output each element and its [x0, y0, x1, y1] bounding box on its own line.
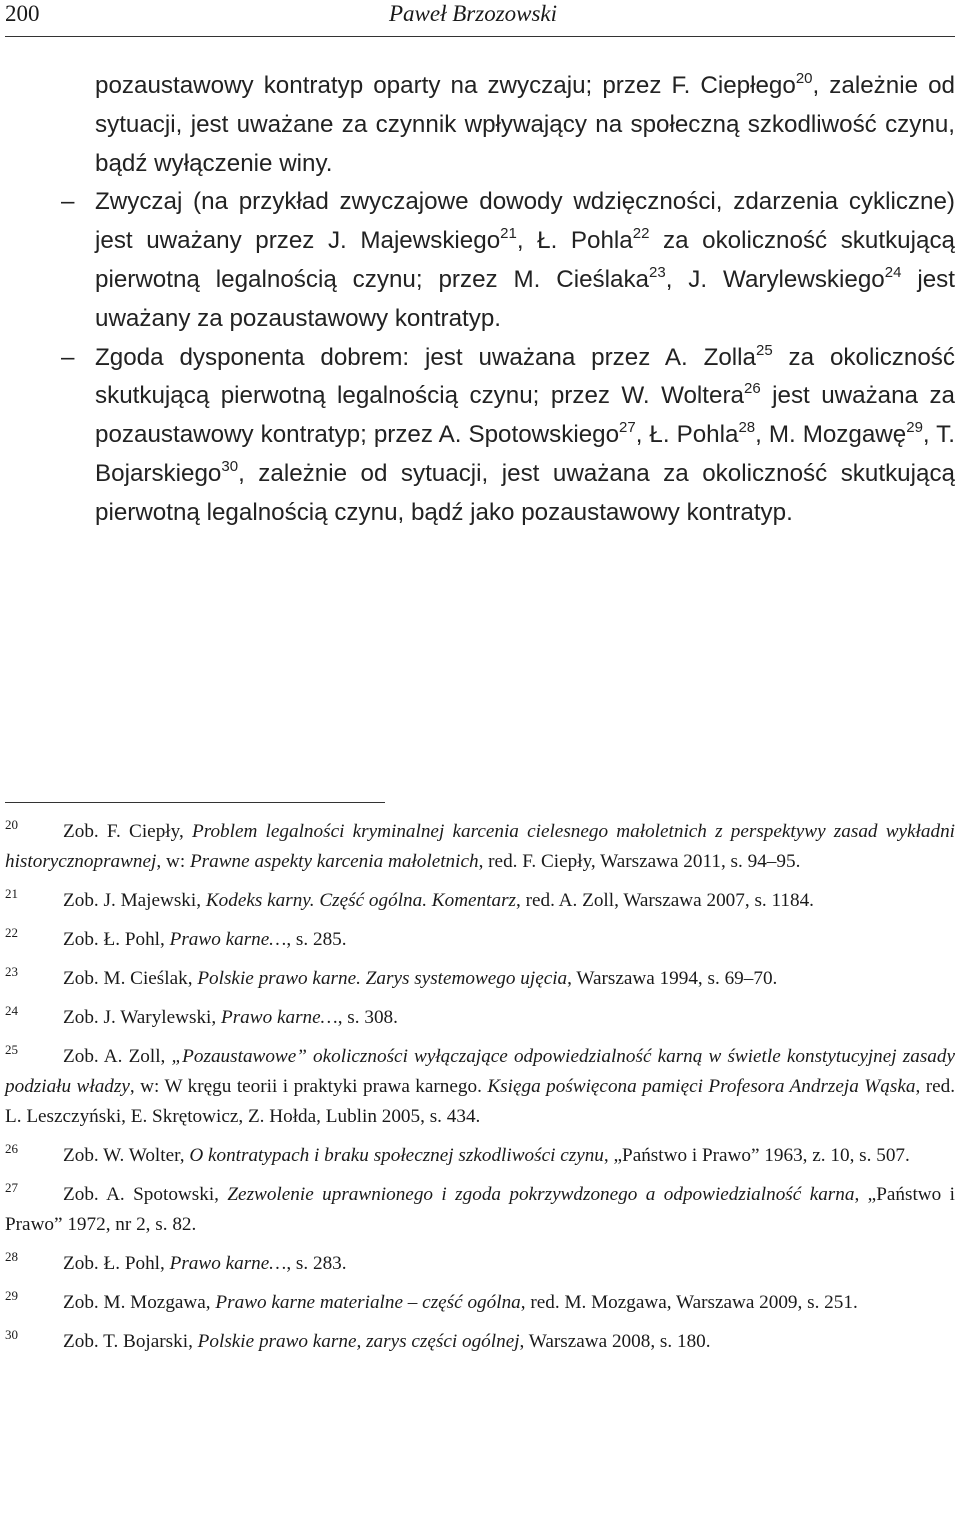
footnote-number: 25	[5, 1042, 18, 1057]
footnote-ref[interactable]: 20	[795, 69, 813, 87]
text-span: , zależnie od sytuacji, jest uważane za czynnik wpływający na społeczną szkodliwość czynu, bądź wyłączenie winy.	[95, 72, 955, 177]
footnote-27	[5, 1180, 955, 1240]
footnote-ref[interactable]: 26	[743, 380, 761, 398]
footnote-ref[interactable]: 22	[632, 225, 650, 243]
title-italic: Polskie prawo karne, zarys części ogólnej	[197, 1331, 520, 1352]
footnote-number: 26	[5, 1141, 18, 1156]
text-span: , T. Bojarskiego	[95, 421, 955, 487]
text-span: , Ł. Pohla	[516, 227, 633, 255]
text-span: , red. M. Mozgawa, Warszawa 2009, s. 251.	[520, 1292, 858, 1313]
text-span: jest uważana za pozaustawowy kontratyp; przez A. Spotowskiego	[95, 382, 955, 449]
footnote-number: 27	[5, 1180, 18, 1195]
text-span: , red. A. Zoll, Warszawa 2007, s. 1184.	[516, 890, 814, 911]
text-span: , zależnie od sytuacji, jest uważana za okoliczność skutkującą pierwotną legalnością czynu, bądź jako pozaustawowy kontratyp.	[95, 459, 955, 526]
text-span: , Warszawa 2008, s. 180.	[519, 1331, 711, 1352]
text-span: Zob. F. Ciepły,	[63, 821, 192, 842]
footnote-28	[5, 1249, 955, 1279]
title-italic: Prawo karne…	[220, 1007, 338, 1028]
footnote-number: 24	[5, 1003, 18, 1018]
text-span: , Warszawa 1994, s. 69–70.	[567, 968, 778, 989]
footnote-number: 21	[5, 886, 18, 901]
footnote-26	[5, 1141, 955, 1171]
title-italic: Prawne aspekty karcenia małoletnich	[189, 851, 479, 872]
text-span: , s. 285.	[286, 929, 347, 950]
footnote-separator	[5, 802, 385, 803]
footnote-21	[5, 886, 955, 916]
footnote-ref[interactable]: 30	[221, 457, 239, 475]
text-span: , red. L. Leszczyński, E. Skrętowicz, Z. Hołda, Lublin 2005, s. 434.	[5, 1076, 956, 1127]
text-span: Zob. Ł. Pohl,	[63, 929, 170, 950]
footnote-23	[5, 964, 955, 994]
footnote-22	[5, 925, 955, 955]
title-italic: Problem legalności kryminalnej karcenia cielesnego małoletnich z perspektywy zasad wykładni historycznoprawnej	[5, 821, 955, 872]
footnote-number: 30	[5, 1327, 18, 1342]
title-italic: Zezwolenie uprawnionego i zgoda pokrzywdzonego a odpowiedzialność karna	[227, 1184, 855, 1205]
list-item-consent	[0, 339, 960, 533]
running-header	[5, 0, 955, 37]
list-item-custom	[0, 183, 960, 338]
dash-bullet: –	[61, 343, 75, 371]
text-span: za okoliczność skutkującą pierwotną legalnością czynu; przez M. Cieślaka	[95, 227, 955, 293]
title-italic: Kodeks karny. Część ogólna. Komentarz	[205, 890, 517, 911]
running-title: Paweł Brzozowski	[389, 1, 558, 26]
text-span: Zob. J. Majewski,	[63, 890, 206, 911]
text-span: Zob. W. Wolter,	[63, 1145, 190, 1166]
text-span: , w: W kręgu teorii i praktyki prawa karnego.	[129, 1076, 488, 1097]
text-span: , red. F. Ciepły, Warszawa 2011, s. 94–95.	[478, 851, 801, 872]
text-span: , w:	[156, 851, 190, 872]
text-span: , M. Mozgawę	[755, 421, 907, 449]
title-italic: Księga poświęcona pamięci Profesora Andrzeja Wąska	[487, 1076, 916, 1097]
text-span: za okoliczność skutkującą pierwotną legalnością czynu; przez W. Woltera	[95, 343, 955, 410]
footnote-20	[5, 817, 955, 877]
text-span: , „Państwo i Prawo” 1972, nr 2, s. 82.	[5, 1184, 955, 1235]
title-italic: Polskie prawo karne. Zarys systemowego ujęcia	[197, 968, 568, 989]
footnote-number: 28	[5, 1249, 18, 1264]
text-span: , Ł. Pohla	[635, 421, 739, 449]
text-span: Zob. M. Cieślak,	[63, 968, 198, 989]
footnote-number: 22	[5, 925, 18, 940]
footnotes	[5, 817, 955, 1366]
title-italic: „Pozaustawowe” okoliczności wyłączające odpowiedzialność karną w świetle konstytucyjnej zasady podziału władzy	[5, 1046, 955, 1097]
title-italic: Prawo karne…	[169, 929, 287, 950]
footnote-ref[interactable]: 24	[884, 263, 902, 281]
title-italic: Prawo karne materialne – część ogólna	[215, 1292, 521, 1313]
text-span: , J. Warylewskiego	[665, 265, 885, 293]
footnote-29	[5, 1288, 955, 1318]
footnote-ref[interactable]: 28	[738, 419, 756, 437]
footnote-ref[interactable]: 21	[500, 225, 517, 243]
footnote-ref[interactable]: 25	[756, 341, 773, 359]
text-span: , s. 283.	[286, 1253, 347, 1274]
footnote-number: 20	[5, 817, 18, 832]
text-span: Zob. M. Mozgawa,	[63, 1292, 216, 1313]
footnote-30	[5, 1327, 955, 1357]
text-span: , „Państwo i Prawo” 1963, z. 10, s. 507.	[603, 1145, 910, 1166]
footnote-number: 29	[5, 1288, 18, 1303]
text-span: Zwyczaj (na przykład zwyczajowe dowody wdzięczności, zdarzenia cykliczne) jest uważany przez J. Majewskiego	[95, 188, 955, 255]
text-span: Zob. A. Zoll,	[63, 1046, 172, 1067]
text-span: Zob. T. Bojarski,	[63, 1331, 198, 1352]
text-span: Zgoda dysponenta dobrem: jest uważana przez A. Zolla	[95, 343, 756, 371]
footnote-number: 23	[5, 964, 18, 979]
text-span: Zob. J. Warylewski,	[63, 1007, 221, 1028]
page-number: 200	[5, 1, 40, 26]
footnote-ref[interactable]: 27	[619, 419, 636, 437]
text-span: pozaustawowy kontratyp oparty na zwyczaju; przez F. Ciepłego	[95, 72, 796, 99]
footnote-24	[5, 1003, 955, 1033]
text-span: jest uważany za pozaustawowy kontratyp.	[95, 265, 955, 332]
dash-bullet: –	[61, 188, 75, 216]
title-italic: O kontratypach i braku społecznej szkodliwości czynu	[189, 1145, 604, 1166]
footnote-ref[interactable]: 29	[906, 419, 923, 437]
paragraph-1	[0, 67, 960, 183]
text-span: , s. 308.	[337, 1007, 398, 1028]
title-italic: Prawo karne…	[169, 1253, 287, 1274]
text-span: Zob. A. Spotowski,	[63, 1184, 228, 1205]
text-span: Zob. Ł. Pohl,	[63, 1253, 170, 1274]
footnote-ref[interactable]: 23	[649, 263, 666, 281]
main-text	[0, 67, 960, 533]
footnote-25	[5, 1042, 955, 1132]
